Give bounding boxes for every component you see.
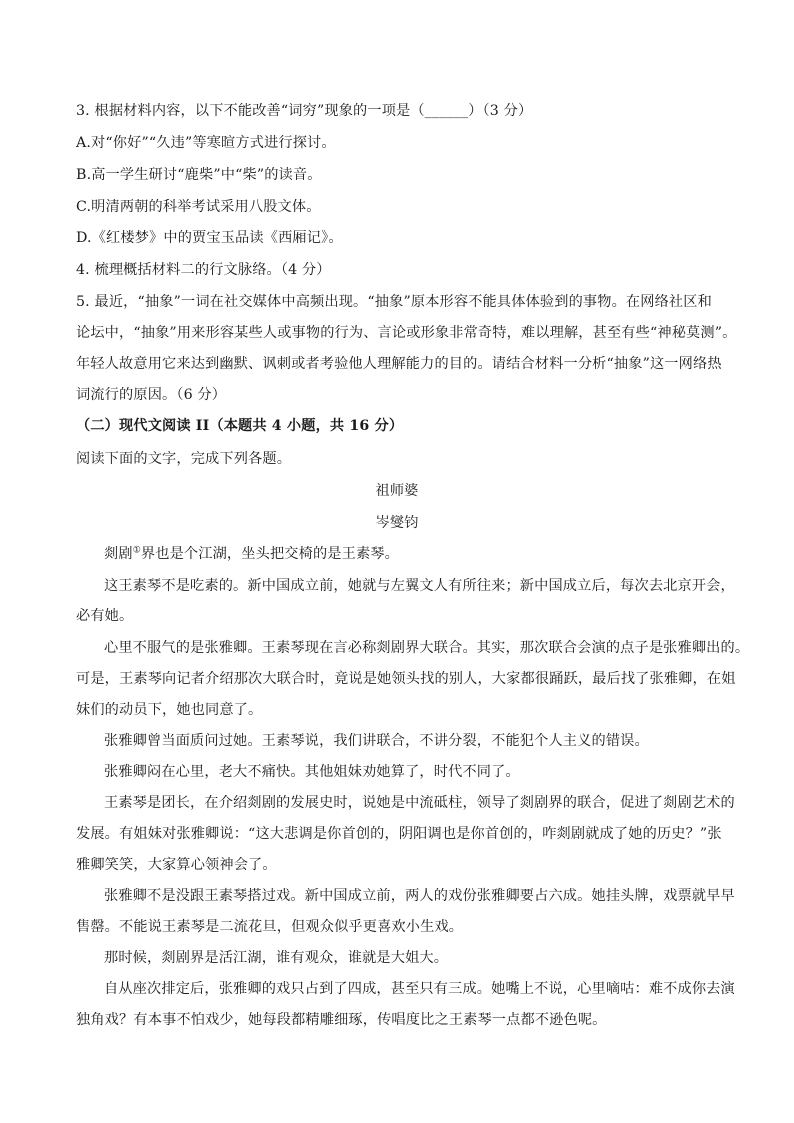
question-5-line-3: 年轻人故意用它来达到幽默、讽刺或者考验他人理解能力的目的。请结合材料一分析“抽象”这一网络热: [76, 356, 722, 372]
footnote-marker: ①: [132, 545, 141, 556]
story-paragraph-6-line-3: 雅卿笑笑，大家算心领神会了。: [76, 857, 277, 873]
question-3-option-d: D.《红楼梦》中的贾宝玉品读《西厢记》。: [76, 230, 343, 246]
question-5-line-1: 5. 最近，“抽象”一词在社交媒体中高频出现。“抽象”原本形容不能具体体验到的事物。在网络社区和: [76, 294, 712, 310]
story-paragraph-2-line-2: 必有她。: [76, 608, 134, 624]
story-paragraph-7-line-2: 售罄。不能说王素琴是二流花旦，但观众似乎更喜欢小生戏。: [76, 919, 464, 935]
question-5-line-4: 词流行的原因。（6 分）: [76, 387, 227, 403]
story-author: 岑燮钧: [375, 515, 419, 531]
question-4: 4. 梳理概括材料二的行文脉络。（4 分）: [76, 262, 331, 278]
story-title: 祖师婆: [375, 483, 419, 499]
story-paragraph-8: 那时候，剡剧界是活江湖，谁有观众，谁就是大姐大。: [104, 950, 449, 966]
story-paragraph-6-line-1: 王素琴是团长，在介绍剡剧的发展史时，说她是中流砥柱，领导了剡剧界的联合，促进了剡剧艺术的: [104, 795, 735, 811]
story-paragraph-9-line-1: 自从座次排定后，张雅卿的戏只占到了四成，甚至只有三成。她嘴上不说，心里嘀咕：难不成你去演: [104, 981, 735, 997]
question-3-option-a: A.对“你好”“久违”等寒暄方式进行探讨。: [76, 135, 336, 151]
question-3-stem: 3. 根据材料内容，以下不能改善“词穷”现象的一项是（______）（3 分）: [76, 103, 533, 119]
story-paragraph-1: [104, 544, 726, 564]
story-paragraph-7-line-1: 张雅卿不是没跟王素琴搭过戏。新中国成立前，两人的戏份张雅卿要占六成。她挂头牌，戏票就早早: [104, 888, 735, 904]
question-5-line-2: 论坛中，“抽象”用来形容某些人或事物的行为、言论或形象非常奇特，难以理解，甚至有些“神秘莫测”。: [76, 325, 737, 341]
story-paragraph-3-line-3: 妹们的动员下，她也同意了。: [76, 702, 263, 718]
story-paragraph-6-line-2: 发展。有姐妹对张雅卿说：“这大悲调是你首创的，阴阳调也是你首创的，咋剡剧就成了她的历史？”张: [76, 826, 722, 842]
story-paragraph-3-line-2: 可是，王素琴向记者介绍那次大联合时，竟说是她领头找的别人，大家都很踊跃，最后找了张雅卿，在姐: [76, 671, 736, 687]
reading-instruction: 阅读下面的文字，完成下列各题。: [76, 451, 292, 467]
section-heading: （二）现代文阅读 II（本题共 4 小题，共 16 分）: [76, 418, 404, 434]
story-paragraph-4: 张雅卿曾当面质问过她。王素琴说，我们讲联合，不讲分裂，不能犯个人主义的错误。: [104, 733, 649, 749]
story-paragraph-3-line-1: 心里不服气的是张雅卿。王素琴现在言必称剡剧界大联合。其实，那次联合会演的点子是张雅卿出的。: [104, 640, 750, 656]
story-paragraph-1-rest: 界也是个江湖，坐头把交椅的是王素琴。: [140, 546, 399, 562]
story-paragraph-1-start: 剡剧: [104, 546, 133, 562]
story-paragraph-5: 张雅卿闷在心里，老大不痛快。其他姐妹劝她算了，时代不同了。: [104, 764, 520, 780]
question-3-option-b: B.高一学生研讨“鹿柴”中“柴”的读音。: [76, 167, 322, 183]
question-3-option-c: C.明清两朝的科举考试采用八股文体。: [76, 199, 321, 215]
story-paragraph-9-line-2: 独角戏？有本事不怕戏少，她每段都精雕细琢，传唱度比之王素琴一点都不逊色呢。: [76, 1012, 607, 1028]
story-paragraph-2-line-1: 这王素琴不是吃素的。新中国成立前，她就与左翼文人有所往来；新中国成立后，每次去北京开会，: [104, 578, 735, 594]
